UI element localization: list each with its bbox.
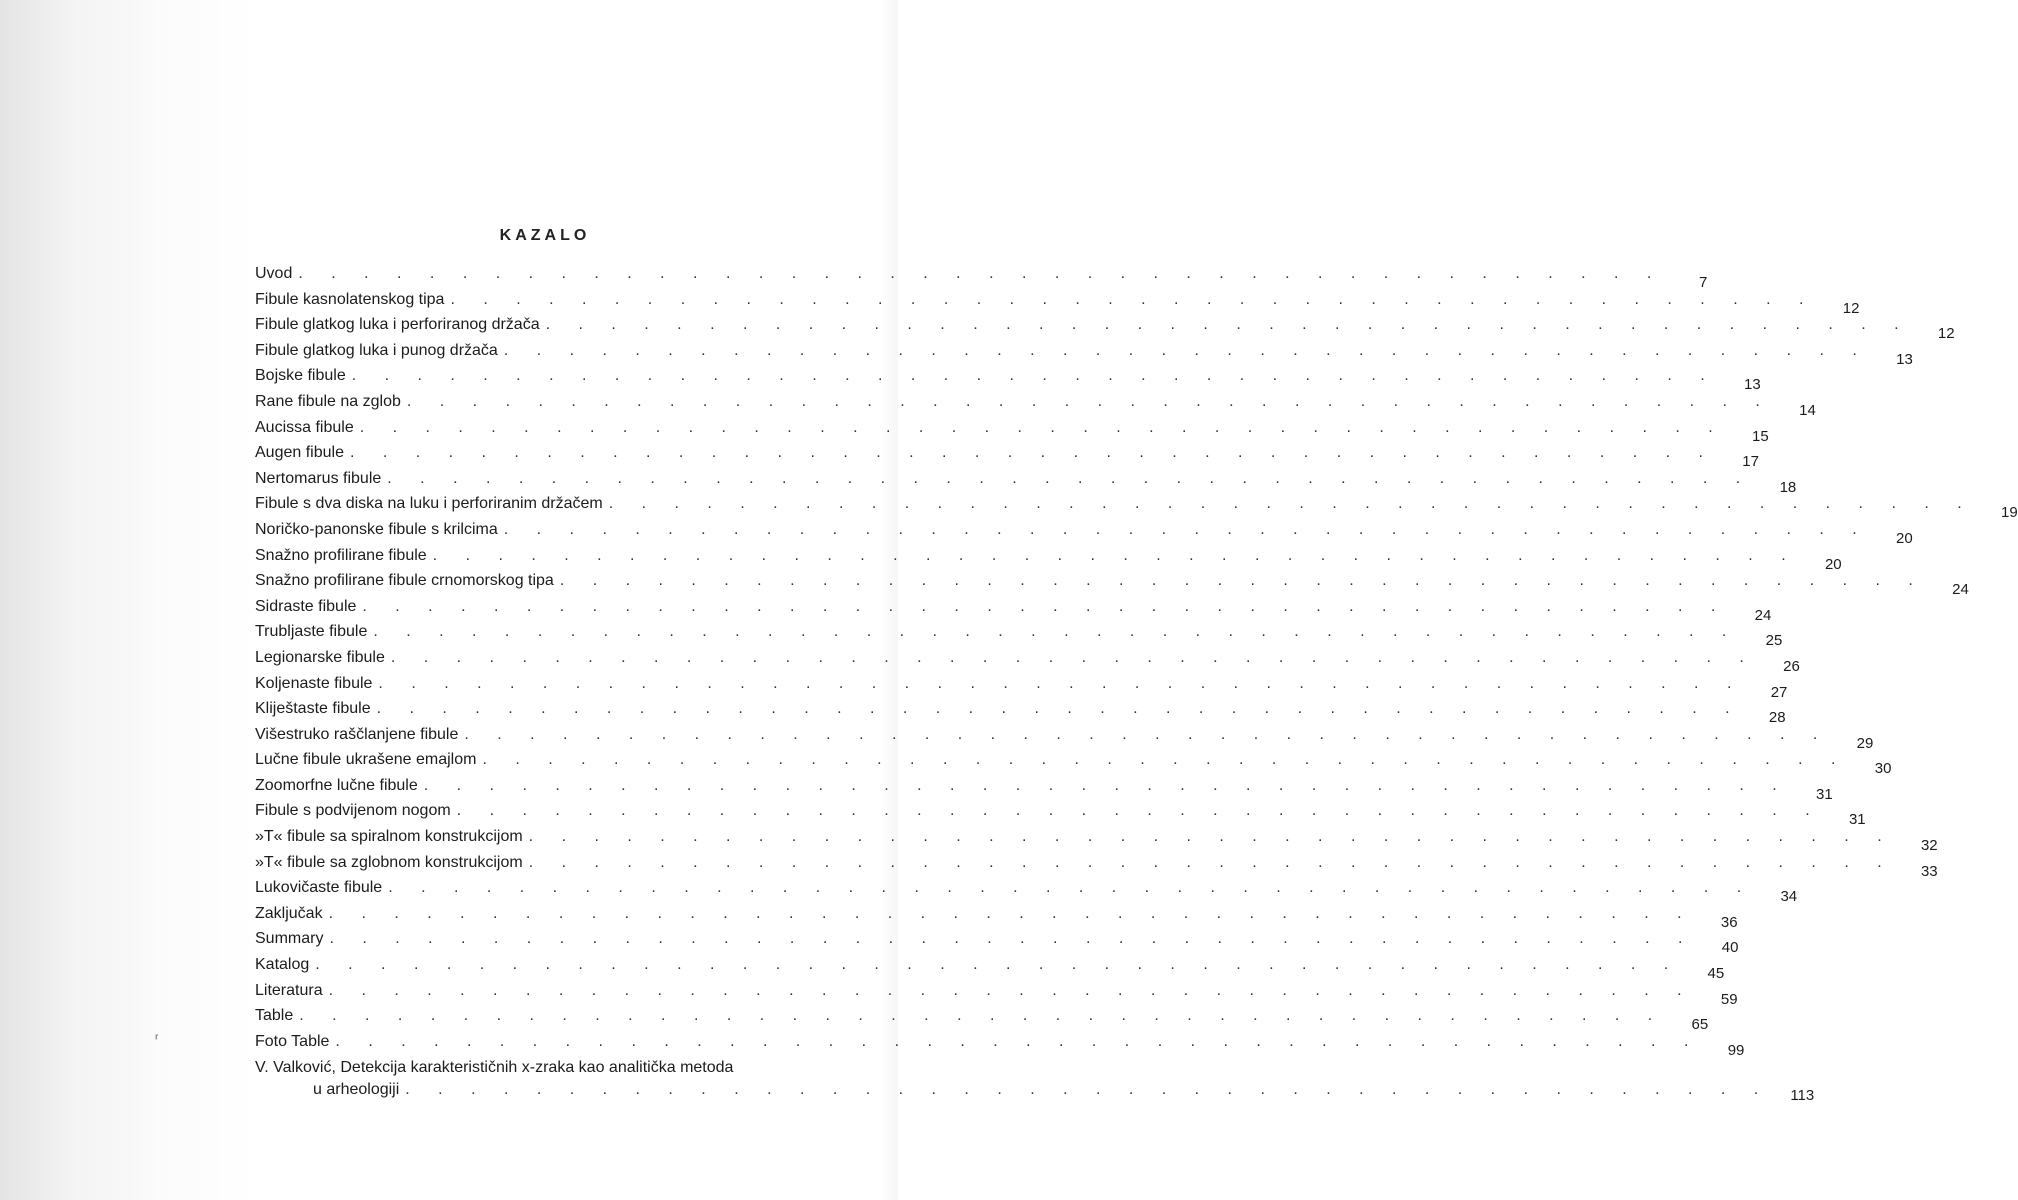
toc-entry-label: Nertomarus fibule xyxy=(255,469,382,487)
toc-entry xyxy=(255,366,1761,394)
toc-entry-label: Literatura xyxy=(255,981,323,999)
toc-entry-page: 24 xyxy=(1754,606,1772,624)
toc-entry-page: 31 xyxy=(1848,811,1866,829)
toc-entry-last xyxy=(255,1058,1815,1104)
toc-entry-page: 20 xyxy=(1824,555,1842,573)
toc-entry-page: 13 xyxy=(1896,350,1913,368)
toc-entry-page: 13 xyxy=(1744,376,1761,394)
toc-entry-page: 28 xyxy=(1768,709,1786,727)
toc-entry xyxy=(255,801,1866,829)
toc-entry xyxy=(255,981,1738,1008)
toc-entry xyxy=(255,853,1938,880)
toc-entry-page: 14 xyxy=(1799,401,1816,419)
leader-dots: . . . . . . . . . . . . . . . . . . . . . . . . . . . . . . . . . . . . . . . . . . xyxy=(503,341,1869,359)
toc-entry xyxy=(255,929,1739,957)
toc-entry xyxy=(255,571,1969,599)
toc-entry-label: Table xyxy=(255,1007,294,1025)
toc-entry-page: 113 xyxy=(1790,1087,1815,1104)
toc-entry-page: 12 xyxy=(1842,299,1860,317)
paper-speck: ʳ xyxy=(155,1030,159,1046)
toc-entry-label: Foto Table xyxy=(255,1032,330,1050)
toc-entry xyxy=(255,648,1800,675)
leader-dots: . . . . . . . . . . . . . . . . . . . . . . . . . . . . . . . . . . . . . . . . . . xyxy=(349,444,1715,462)
toc-entry-label: Snažno profilirane fibule crnomorskog tipa xyxy=(255,572,554,590)
toc-entry xyxy=(255,520,1913,547)
toc-entry-label: Lučne fibule ukrašene emajlom xyxy=(255,751,477,769)
leader-dots: . . . . . . . . . . . . . . . . . . . . . . . . . . . . . . . . . . . . . . . . . . xyxy=(328,904,1694,922)
leader-dots: . . . . . . . . . . . . . . . . . . . . . . . . . . . . . . . . . . . . . . . . . . xyxy=(359,418,1725,436)
toc-entry-label: Katalog xyxy=(255,956,310,974)
toc-entry xyxy=(255,1006,1709,1034)
toc-entry-page: 34 xyxy=(1780,888,1798,906)
toc-entry-label-line2: u arheologiji xyxy=(313,1081,400,1098)
toc-entry xyxy=(255,776,1833,803)
toc-entry-label: Bojske fibule xyxy=(255,367,346,385)
toc-entry xyxy=(255,699,1786,727)
toc-entry-page: 59 xyxy=(1720,990,1738,1008)
toc-entry xyxy=(255,955,1725,983)
toc-entry-label-line1: V. Valković, Detekcija karakterističnih x-zraka kao analitička metoda xyxy=(255,1059,734,1076)
toc-entry-page: 25 xyxy=(1765,632,1783,650)
toc-entry xyxy=(255,494,2018,522)
toc-entry-label: Fibule s dva diska na luku i perforiranim držačem xyxy=(255,495,603,513)
leader-dots: . . . . . . . . . . . . . . . . . . . . . . . . . . . . . . . . . . . . . . . . . . xyxy=(406,392,1772,410)
toc-entry-label: Aucissa fibule xyxy=(255,418,354,436)
toc-entry xyxy=(255,622,1783,650)
leader-dots: . . . . . . . . . . . . . . . . . . . . . . . . . . . . . . . . . . . . . . . . . . xyxy=(373,623,1739,641)
leader-dots: . . . . . . . . . . . . . . . . . . . . . . . . . . . . . . . . . . . . . . . . . . xyxy=(390,648,1756,666)
toc-entry-label: Snažno profilirane fibule xyxy=(255,546,427,564)
toc-entry-page: 40 xyxy=(1721,939,1739,957)
toc-entry-page: 17 xyxy=(1742,453,1759,471)
toc-entry-page: 7 xyxy=(1698,274,1708,291)
toc-entry-page: 24 xyxy=(1952,581,1969,599)
leader-dots: . . . . . . . . . . . . . . . . . . . . . . . . . . . . . . . . . . . . . . . . . . xyxy=(351,367,1717,385)
leader-dots: . . . . . . . . . . . . . . . . . . . . . . . . . . . . . . . . . . . . . . . . . . xyxy=(545,316,1911,334)
toc-entry xyxy=(255,264,1708,291)
leader-dots: . . . . . . . . . . . . . . . . . . . . . . . . . . . . . . . . . . . . . . . . . . xyxy=(528,853,1894,871)
leader-dots: . . . . . . . . . . . . . . . . . . . . . . . . . . . . . . . . . . . . . . . . . . xyxy=(328,981,1694,999)
leader-dots: . . . . . . . . . . . . . . . . . . . . . . . . . . . . . . . . . . . . . . . . . . xyxy=(298,265,1664,282)
toc-entry-label: Fibule kasnolatenskog tipa xyxy=(255,290,445,308)
toc-entry-label: Fibule s podvijenom nogom xyxy=(255,802,451,820)
leader-dots: . . . . . . . . . . . . . . . . . . . . . . . . . . . . . . . . . . . . . . . . . . xyxy=(335,1032,1701,1050)
toc-entry-page: 27 xyxy=(1770,683,1788,701)
toc-entry-page: 32 xyxy=(1920,837,1938,855)
toc-entry xyxy=(255,1032,1745,1059)
toc-entry xyxy=(255,878,1798,906)
leader-dots: . . . . . . . . . . . . . . . . . . . . . . . . . . . . . . . . . . . . . . . . . . xyxy=(482,751,1848,769)
toc-entry xyxy=(255,904,1738,931)
toc-entry-label: Sidraste fibule xyxy=(255,597,357,615)
leader-dots: . . . . . . . . . . . . . . . . . . . . . . . . . . . . . . . . . . . . . . . . . . xyxy=(456,802,1822,820)
toc-entry-label: Lukovičaste fibule xyxy=(255,879,383,897)
leader-dots: . . . . . . . . . . . . . . . . . . . . . . . . . . . . . . . . . . . . . . . . . . xyxy=(528,828,1894,846)
toc-entry-page: 33 xyxy=(1920,862,1938,880)
toc-entry-page: 12 xyxy=(1937,325,1955,343)
toc-entry-label: Summary xyxy=(255,930,324,948)
leader-dots: . . . . . . . . . . . . . . . . . . . . . . . . . . . . . . . . . . . . . . . . . . xyxy=(559,572,1925,590)
toc-entry-page: 15 xyxy=(1752,427,1769,445)
toc-entry-label: Legionarske fibule xyxy=(255,648,385,666)
toc-entry xyxy=(255,290,1860,317)
leader-dots: . . . . . . . . . . . . . . . . . . . . . . . . . . . . . . . . . . . . . . . . . . xyxy=(329,930,1695,948)
leader-dots: . . . . . . . . . . . . . . . . . . . . . . . . . . . . . . . . . . . . . . . . . . xyxy=(315,956,1681,974)
toc-entry xyxy=(255,443,1759,471)
leader-dots: . . . . . . . . . . . . . . . . . . . . . . . . . . . . . . . . . . . . . . . . . . xyxy=(388,879,1754,897)
toc-entry-label: Zaključak xyxy=(255,904,323,922)
leader-dots: . . . . . . . . . . . . . . . . . . . . . . . . . . . . . . . . . . . . . . . . . . xyxy=(387,469,1753,487)
toc-entry-label: Višestruko raščlanjene fibule xyxy=(255,725,459,743)
toc-entry-label: Zoomorfne lučne fibule xyxy=(255,776,418,794)
leader-dots: . . . . . . . . . . . . . . . . . . . . . . . . . . . . . . . . . . . . . . . . . . xyxy=(464,725,1830,743)
toc-entry-page: 31 xyxy=(1816,785,1833,803)
toc-entry xyxy=(255,315,1955,343)
toc-entry xyxy=(255,418,1769,445)
toc-entry xyxy=(255,546,1842,573)
toc-entry-label: Koljenaste fibule xyxy=(255,674,373,692)
toc-entry-page: 30 xyxy=(1874,760,1892,778)
toc-entry-page: 65 xyxy=(1691,1016,1709,1034)
toc-entry-label: »T« fibule sa spiralnom konstrukcijom xyxy=(255,828,523,846)
leader-dots: . . . . . . . . . . . . . . . . . . . . . . . . . . . . . . . . . . . . . . . . . . xyxy=(503,520,1869,538)
leader-dots: . . . . . . . . . . . . . . . . . . . . . . . . . . . . . . . . . . . . . . . . . . xyxy=(423,776,1789,794)
toc-entry-label: Rane fibule na zglob xyxy=(255,392,401,410)
toc-entry-label: Fibule glatkog luka i perforiranog držača xyxy=(255,316,540,334)
toc-entry-label: Kliještaste fibule xyxy=(255,700,371,718)
toc-entry-page: 18 xyxy=(1779,478,1797,496)
toc-entry xyxy=(255,597,1772,624)
toc-entry xyxy=(255,469,1797,496)
leader-dots: . . . . . . . . . . . . . . . . . . . . . . . . . . . . . . . . . . . . . . . . . . xyxy=(378,674,1744,692)
toc-entry-page: 99 xyxy=(1727,1041,1745,1059)
toc-entry xyxy=(255,750,1892,778)
toc-entry-label: Augen fibule xyxy=(255,444,344,462)
toc-entry-page: 29 xyxy=(1856,734,1874,752)
leader-dots: . . . . . . . . . . . . . . . . . . . . . . . . . . . . . . . . . . . . . . . . . . xyxy=(299,1007,1665,1025)
toc-entry-label: »T« fibule sa zglobnom konstrukcijom xyxy=(255,853,523,871)
toc-entry-label: Fibule glatkog luka i punog držača xyxy=(255,341,498,359)
toc-entry-label: Noričko-panonske fibule s krilcima xyxy=(255,520,498,538)
toc-entry-page: 20 xyxy=(1896,529,1913,547)
leader-dots: . . . . . . . . . . . . . . . . . . . . . . . . . . . . . . . . . . . . . . . . . . xyxy=(405,1081,1771,1098)
toc-entry-page: 19 xyxy=(2000,504,2018,522)
toc-entry xyxy=(255,392,1816,419)
toc-entry-label: Trubljaste fibule xyxy=(255,623,368,641)
table-of-contents xyxy=(255,264,2018,1059)
toc-entry-page: 36 xyxy=(1720,913,1738,931)
page-title: KAZALO xyxy=(499,227,591,244)
toc-entry xyxy=(255,725,1874,752)
toc-entry-page: 26 xyxy=(1783,657,1800,675)
toc-entry xyxy=(255,674,1788,701)
leader-dots: . . . . . . . . . . . . . . . . . . . . . . . . . . . . . . . . . . . . . . . . . . xyxy=(450,290,1816,308)
toc-entry xyxy=(255,341,1913,368)
leader-dots: . . . . . . . . . . . . . . . . . . . . . . . . . . . . . . . . . . . . . . . . . . xyxy=(432,546,1798,564)
leader-dots: . . . . . . . . . . . . . . . . . . . . . . . . . . . . . . . . . . . . . . . . . . xyxy=(608,495,1974,513)
leader-dots: . . . . . . . . . . . . . . . . . . . . . . . . . . . . . . . . . . . . . . . . . . xyxy=(362,597,1728,615)
leader-dots: . . . . . . . . . . . . . . . . . . . . . . . . . . . . . . . . . . . . . . . . . . xyxy=(376,700,1742,718)
toc-entry xyxy=(255,827,1938,855)
toc-entry-label: Uvod xyxy=(255,265,293,282)
toc-entry-page: 45 xyxy=(1707,965,1725,983)
